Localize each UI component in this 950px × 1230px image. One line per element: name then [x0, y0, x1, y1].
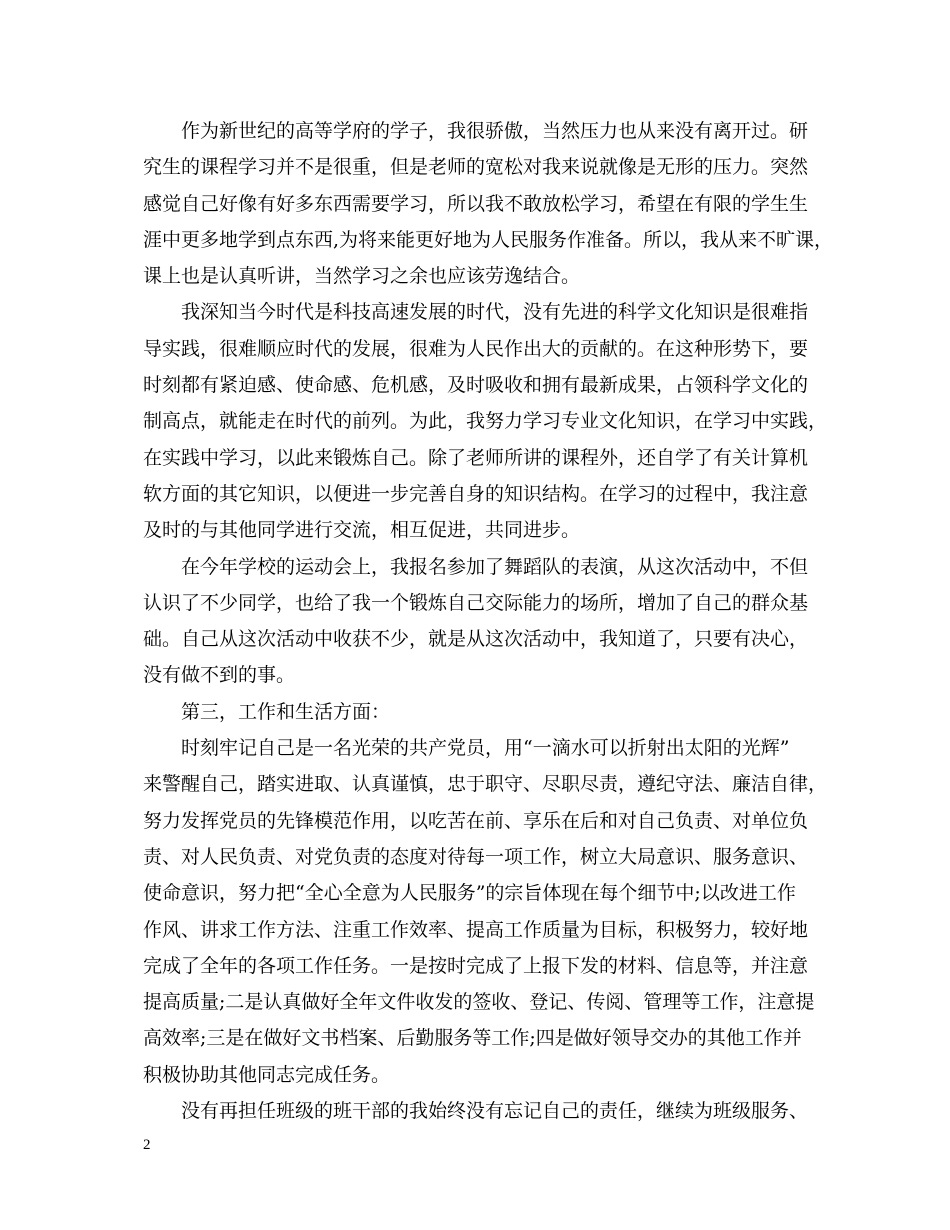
text-line: 感觉自己好像有好多东西需要学习，所以我不敢放松学习，希望在有限的学生生: [143, 192, 809, 215]
text-line: 责、对人民负责、对党负责的态度对待每一项工作，树立大局意识、服务意识、: [143, 845, 809, 868]
text-line: 在实践中学习，以此来锻炼自己。除了老师所讲的课程外，还自学了有关计算机: [143, 446, 809, 469]
paragraph-study-pressure: [143, 113, 834, 294]
text-line: 础。自己从这次活动中收获不少，就是从这次活动中，我知道了，只要有决心，: [143, 628, 809, 651]
text-line: 作风、讲求工作方法、注重工作效率、提高工作质量为目标，积极努力，较好地: [143, 918, 809, 941]
text-line: 作为新世纪的高等学府的学子，我很骄傲，当然压力也从来没有离开过。研: [181, 120, 809, 142]
text-line: 导实践，很难顺应时代的发展，很难为人民作出大的贡献的。在这种形势下，要: [143, 337, 809, 360]
text-line: 课上也是认真听讲，当然学习之余也应该劳逸结合。: [143, 265, 581, 288]
text-line: 使命意识，努力把“全心全意为人民服务”的宗旨体现在每个细节中;以改进工作: [143, 882, 796, 905]
text-line: 软方面的其它知识，以便进一步完善自身的知识结构。在学习的过程中，我注意: [143, 482, 809, 505]
paragraph-science-knowledge: [143, 294, 828, 548]
text-line: 努力发挥党员的先锋模范作用，以吃苦在前、享乐在后和对自己负责、对单位负: [143, 809, 809, 832]
text-line: 认识了不少同学，也给了我一个锻炼自己交际能力的场所，增加了自己的群众基: [143, 591, 809, 614]
text-line: 我深知当今时代是科技高速发展的时代，没有先进的科学文化知识是很难指: [181, 301, 809, 324]
document-body: [143, 113, 834, 1129]
text-line: 没有再担任班级的班干部的我始终没有忘记自己的责任，继续为班级服务、: [181, 1100, 809, 1123]
text-line: 来警醒自己，踏实进取、认真谨慎，忠于职守、尽职尽责，遵纪守法、廉洁自律，: [143, 773, 828, 796]
text-line: 时刻牢记自己是一名光荣的共产党员，用“一滴水可以折射出太阳的光辉”: [181, 737, 790, 760]
text-line: 第三，工作和生活方面：: [181, 700, 391, 723]
page-number: 2: [143, 1137, 151, 1153]
section-heading-work-life: [143, 694, 813, 730]
text-line: 完成了全年的各项工作任务。一是按时完成了上报下发的材料、信息等，并注意: [143, 954, 809, 977]
text-line: 制高点，就能走在时代的前列。为此，我努力学习专业文化知识，在学习中实践，: [143, 410, 828, 433]
text-line: 及时的与其他同学进行交流，相互促进，共同进步。: [143, 519, 581, 542]
paragraph-class-service: [143, 1093, 813, 1129]
paragraph-party-member: [143, 730, 828, 1093]
paragraph-sports-meet: [143, 549, 813, 694]
text-line: 在今年学校的运动会上，我报名参加了舞蹈队的表演，从这次活动中，不但: [181, 555, 809, 578]
text-line: 时刻都有紧迫感、使命感、危机感，及时吸收和拥有最新成果，占领科学文化的: [143, 374, 809, 397]
text-line: 涯中更多地学到点东西,为将来能更好地为人民服务作准备。所以，我从来不旷课，: [143, 228, 834, 251]
text-line: 没有做不到的事。: [143, 664, 296, 687]
text-line: 积极协助其他同志完成任务。: [143, 1063, 391, 1086]
text-line: 高效率;三是在做好文书档案、后勤服务等工作;四是做好领导交办的其他工作并: [143, 1027, 802, 1050]
text-line: 究生的课程学习并不是很重，但是老师的宽松对我来说就像是无形的压力。突然: [143, 156, 809, 179]
text-line: 提高质量;二是认真做好全年文件收发的签收、登记、传阅、管理等工作，注意提: [143, 991, 815, 1014]
